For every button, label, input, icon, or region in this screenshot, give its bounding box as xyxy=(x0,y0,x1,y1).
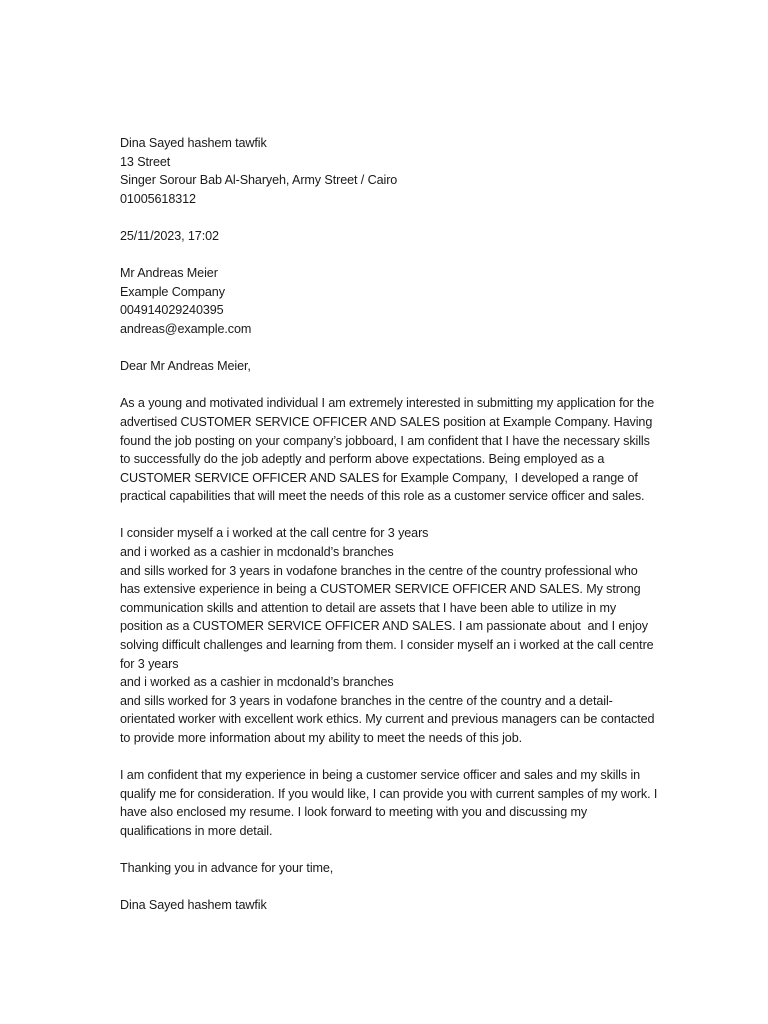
paragraph-1 xyxy=(120,394,680,506)
closing: Thanking you in advance for your time, xyxy=(120,861,334,876)
spacer xyxy=(120,841,680,860)
sender-block xyxy=(120,134,680,208)
paragraph-line: has extensive experience in being a CUSTOMER SERVICE OFFICER AND SALES. My strong xyxy=(120,582,641,597)
letter-date: 25/11/2023, 17:02 xyxy=(120,228,219,243)
recipient-phone: 004914029240395 xyxy=(120,303,224,318)
paragraph-line: communication skills and attention to detail are assets that I have been able to utilize in my xyxy=(120,600,617,615)
recipient-name: Mr Andreas Meier xyxy=(120,266,218,281)
paragraph-line: and sills worked for 3 years in vodafone branches in the centre of the country and a detail- xyxy=(120,693,613,708)
paragraph-line: for 3 years xyxy=(120,656,179,671)
paragraph-line: As a young and motivated individual I am extremely interested in submitting my application for the xyxy=(120,396,655,411)
paragraph-line: orientated worker with excellent work ethics. My current and previous managers can be contacted xyxy=(120,712,655,727)
paragraph-line: advertised CUSTOMER SERVICE OFFICER AND SALES position at Example Company. Having xyxy=(120,414,653,429)
recipient-block xyxy=(120,264,680,338)
recipient-company: Example Company xyxy=(120,284,225,299)
paragraph-line: qualify me for consideration. If you would like, I can provide you with current samples of my work. I xyxy=(120,786,658,801)
sender-address-line2: Singer Sorour Bab Al-Sharyeh, Army Street / Cairo xyxy=(120,173,398,188)
spacer xyxy=(120,246,680,265)
signature-name: Dina Sayed hashem tawfik xyxy=(120,898,267,913)
sender-name: Dina Sayed hashem tawfik xyxy=(120,136,267,150)
paragraph-line: and i worked as a cashier in mcdonald’s branches xyxy=(120,675,394,690)
paragraph-line: I am confident that my experience in being a customer service officer and sales and my skills in xyxy=(120,768,641,783)
sender-phone: 01005618312 xyxy=(120,191,196,206)
sender-address-line1: 13 Street xyxy=(120,154,171,169)
paragraph-line: I consider myself a i worked at the call centre for 3 years xyxy=(120,526,429,541)
paragraph-3 xyxy=(120,766,680,840)
paragraph-line: to successfully do the job adeptly and perform above expectations. Being employed as a xyxy=(120,452,605,467)
paragraph-line: qualifications in more detail. xyxy=(120,823,273,838)
paragraph-line: to provide more information about my ability to meet the needs of this job. xyxy=(120,731,523,745)
paragraph-line: and sills worked for 3 years in vodafone branches in the centre of the country professional who xyxy=(120,563,638,578)
paragraph-line: practical capabilities that will meet the needs of this role as a customer service officer and sales. xyxy=(120,489,645,504)
paragraph-line: position as a CUSTOMER SERVICE OFFICER AND SALES. I am passionate about and I enjoy xyxy=(120,619,649,634)
spacer xyxy=(120,208,680,227)
paragraph-line: and i worked as a cashier in mcdonald’s branches xyxy=(120,545,394,560)
salutation: Dear Mr Andreas Meier, xyxy=(120,359,251,374)
cover-letter xyxy=(120,134,680,915)
spacer xyxy=(120,748,680,767)
spacer xyxy=(120,339,680,358)
paragraph-2 xyxy=(120,524,680,747)
spacer xyxy=(120,878,680,897)
paragraph-line: have also enclosed my resume. I look forward to meeting with you and discussing my xyxy=(120,805,588,820)
recipient-email: andreas@example.com xyxy=(120,321,252,336)
spacer xyxy=(120,506,680,525)
spacer xyxy=(120,376,680,395)
paragraph-line: CUSTOMER SERVICE OFFICER AND SALES for Example Company, I developed a range of xyxy=(120,470,638,485)
paragraph-line: solving difficult challenges and learning from them. I consider myself an i worked at the call centre xyxy=(120,638,654,653)
paragraph-line: found the job posting on your company’s jobboard, I am confident that I have the necessary skills xyxy=(120,433,650,448)
